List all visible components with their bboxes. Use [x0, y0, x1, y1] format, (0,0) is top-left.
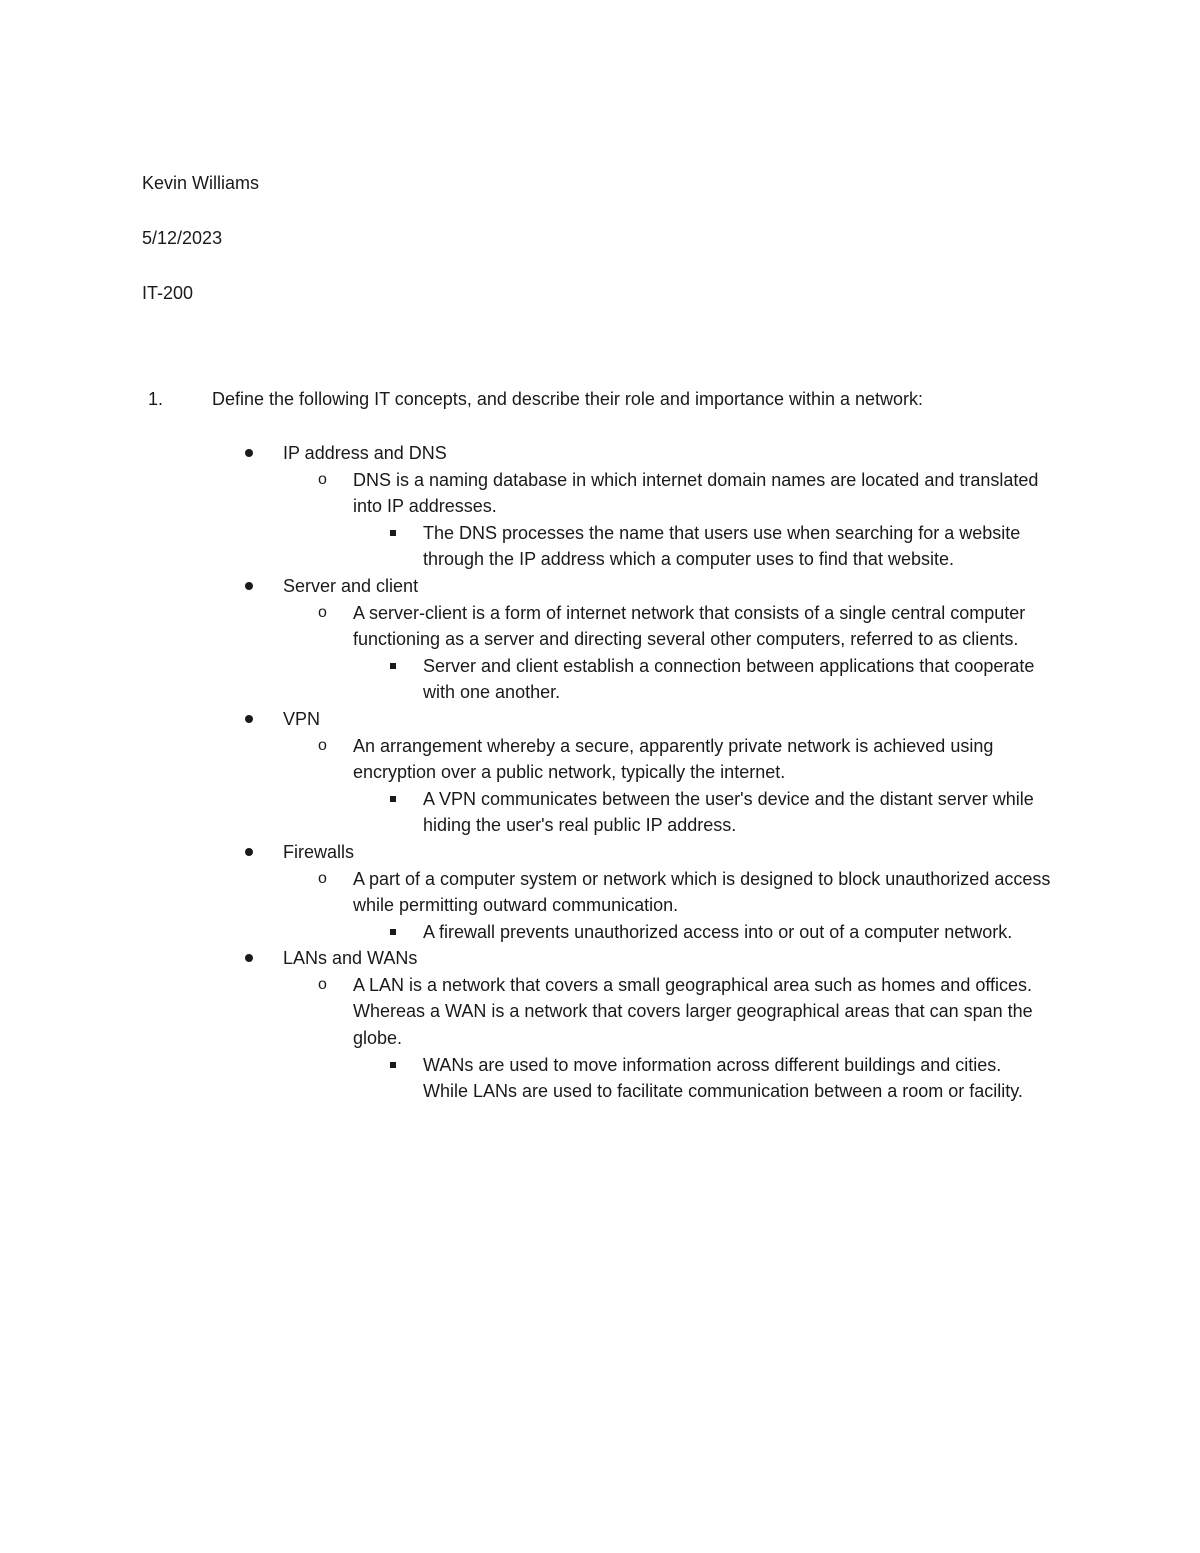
- topic-item: [0, 839, 1200, 945]
- topic-definition: [0, 467, 1200, 520]
- topic-item: [0, 706, 1200, 839]
- detail-text: Server and client establish a connection between applications that cooperate with one another.: [423, 655, 1035, 703]
- topic-definition: [0, 972, 1200, 1052]
- topic-heading: [0, 440, 1200, 467]
- topic-heading: [0, 706, 1200, 733]
- document-date: 5/12/2023: [142, 228, 223, 248]
- topic-detail: [0, 919, 1200, 946]
- question-number: 1.: [148, 389, 164, 409]
- circle-bullet-icon: o: [318, 603, 327, 621]
- topic-detail: [0, 1052, 1200, 1105]
- bullet-dot-icon: [245, 848, 253, 856]
- topic-item: [0, 573, 1200, 706]
- topic-definition: [0, 866, 1200, 919]
- author-name: Kevin Williams: [142, 173, 260, 193]
- bullet-dot-icon: [245, 449, 253, 457]
- topic-detail: [0, 786, 1200, 839]
- topic-definition: [0, 600, 1200, 653]
- square-bullet-icon: [390, 929, 396, 935]
- topic-heading: [0, 945, 1200, 972]
- topic-heading: [0, 573, 1200, 600]
- detail-text: A firewall prevents unauthorized access into or out of a computer network.: [423, 921, 1013, 942]
- bullet-dot-icon: [245, 715, 253, 723]
- circle-bullet-icon: o: [318, 470, 327, 488]
- topic-title: IP address and DNS: [283, 443, 447, 463]
- topic-detail: [0, 520, 1200, 573]
- circle-bullet-icon: o: [318, 736, 327, 754]
- detail-text: A VPN communicates between the user's device and the distant server while hiding the user's real public IP address.: [423, 788, 1034, 836]
- topic-heading: [0, 839, 1200, 866]
- topic-list: [0, 440, 1200, 1105]
- square-bullet-icon: [390, 530, 396, 536]
- question-text: Define the following IT concepts, and describe their role and importance within a network:: [212, 389, 924, 409]
- circle-bullet-icon: o: [318, 869, 327, 887]
- square-bullet-icon: [390, 796, 396, 802]
- square-bullet-icon: [390, 663, 396, 669]
- bullet-dot-icon: [245, 582, 253, 590]
- course-code: IT-200: [142, 283, 194, 303]
- topic-title: Server and client: [283, 575, 419, 596]
- definition-text: DNS is a naming database in which internet domain names are located and translated into IP addresses.: [353, 469, 1039, 517]
- definition-text: A part of a computer system or network which is designed to block unauthorized access while permitting outward communication.: [353, 868, 1051, 916]
- topic-title: LANs and WANs: [283, 948, 418, 969]
- definition-text: An arrangement whereby a secure, apparently private network is achieved using encryption over a public network, typically the internet.: [353, 735, 994, 783]
- circle-bullet-icon: o: [318, 975, 327, 993]
- topic-title: Firewalls: [283, 841, 355, 862]
- detail-text: The DNS processes the name that users use when searching for a website through the IP address which a computer uses to find that website.: [423, 522, 1021, 570]
- topic-title: VPN: [283, 708, 321, 729]
- square-bullet-icon: [390, 1062, 396, 1068]
- topic-item: [0, 945, 1200, 1105]
- detail-text: WANs are used to move information across different buildings and cities. While LANs are used to facilitate communication between a room or facility.: [423, 1054, 1023, 1102]
- topic-detail: [0, 653, 1200, 706]
- bullet-dot-icon: [245, 954, 253, 962]
- definition-text: A LAN is a network that covers a small geographical area such as homes and offices. Whereas a WAN is a network that covers larger geographical areas that can span the globe.: [353, 974, 1033, 1049]
- topic-item: [0, 440, 1200, 573]
- topic-definition: [0, 733, 1200, 786]
- definition-text: A server-client is a form of internet network that consists of a single central computer functioning as a server and directing several other computers, referred to as clients.: [353, 602, 1026, 650]
